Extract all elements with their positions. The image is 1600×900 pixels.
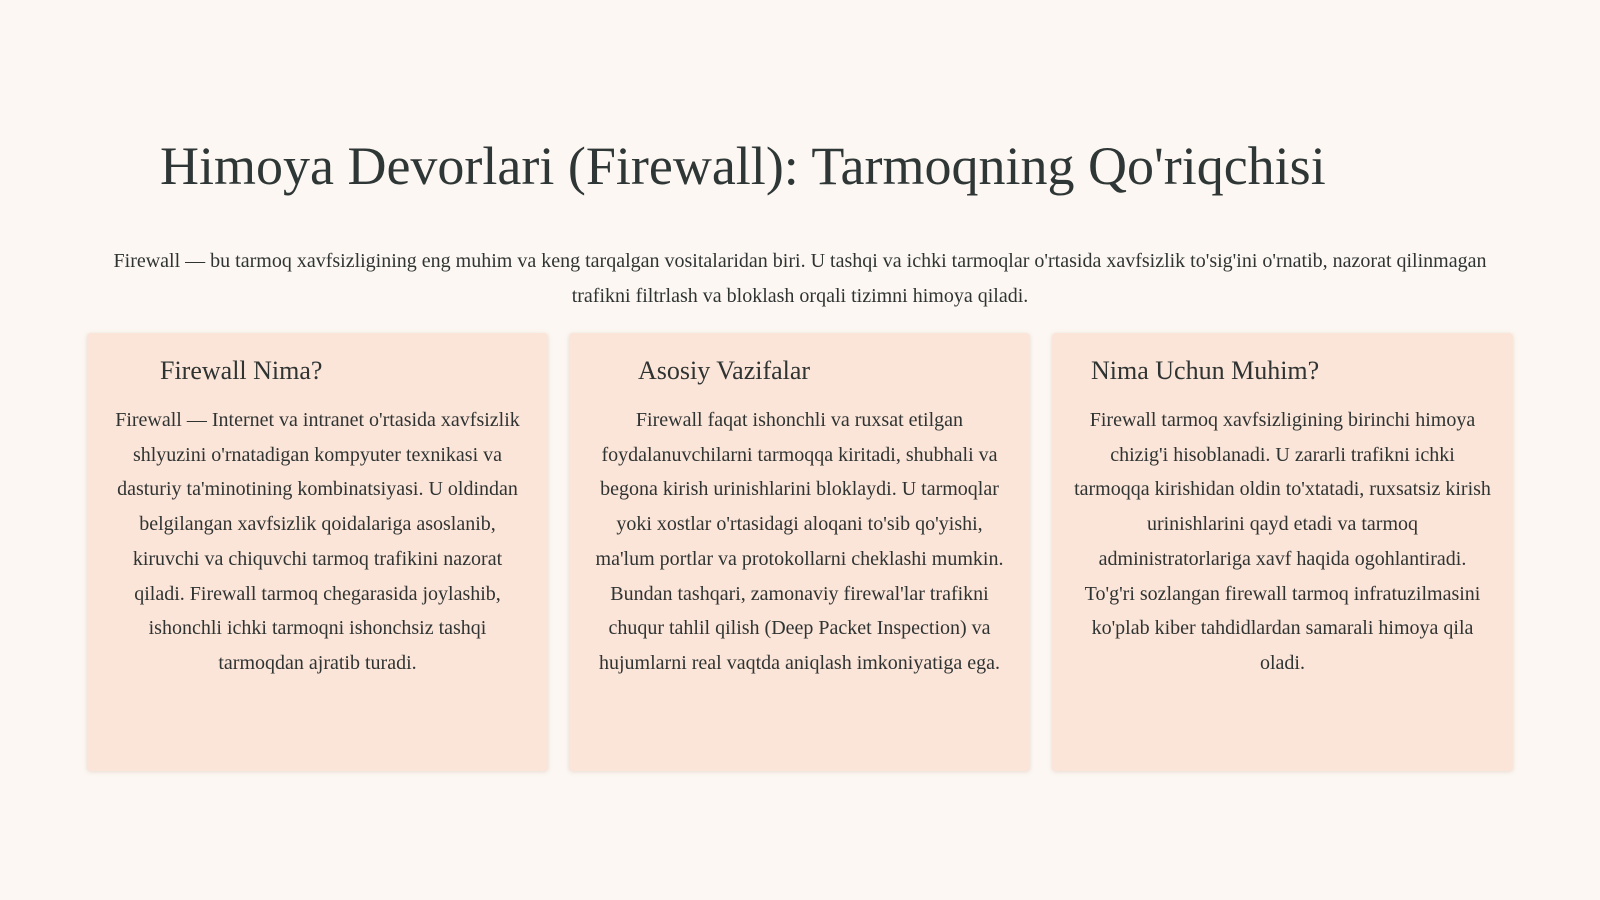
card-main-functions xyxy=(569,333,1030,771)
cards-row xyxy=(87,333,1513,771)
card-heading: Firewall Nima? xyxy=(160,356,323,385)
intro-paragraph: Firewall — bu tarmoq xavfsizligining eng muhim va keng tarqalgan vositalaridan biri. U tashqi va ichki tarmoqlar o'rtasida xavfsizlik to'sig'ini o'rnatib, nazorat qilinmagan trafikni filtrlash va bloklash orqali tizimni himoya qiladi. xyxy=(113,250,1487,307)
card-why-important xyxy=(1052,333,1513,771)
card-heading: Nima Uchun Muhim? xyxy=(1091,356,1320,385)
page-title: Himoya Devorlari (Firewall): Tarmoqning Qo'riqchisi xyxy=(160,136,1326,196)
card-body: Firewall faqat ishonchli va ruxsat etilgan foydalanuvchilarni tarmoqqa kiritadi, shubhali va begona kirish urinishlarini bloklaydi. U tarmoqlar yoki xostlar o'rtasidagi aloqani to'sib qo'yishi, ma'lum portlar va protokollarni cheklashi mumkin. Bundan tashqari, zamonaviy firewal'lar trafikni chuqur tahlil qilish (Deep Packet Inspection) va hujumlarni real vaqtda aniqlash imkoniyatiga ega. xyxy=(595,409,1004,674)
card-body: Firewall tarmoq xavfsizligining birinchi himoya chizig'i hisoblanadi. U zararli trafikni ichki tarmoqqa kirishidan oldin to'xtatadi, ruxsatsiz kirish urinishlarini qayd etadi va tarmoq administratorlariga xavf haqida ogohlantiradi. To'g'ri sozlangan firewall tarmoq infratuzilmasini ko'plab kiber tahdidlardan samarali himoya qila oladi. xyxy=(1074,409,1491,674)
card-heading: Asosiy Vazifalar xyxy=(638,356,811,385)
card-body: Firewall — Internet va intranet o'rtasida xavfsizlik shlyuzini o'rnatadigan kompyuter texnikasi va dasturiy ta'minotining kombinatsiyasi. U oldindan belgilangan xavfsizlik qoidalariga asoslanib, kiruvchi va chiquvchi tarmoq trafikini nazorat qiladi. Firewall tarmoq chegarasida joylashib, ishonchli ichki tarmoqni ishonchsiz tashqi tarmoqdan ajratib turadi. xyxy=(115,409,520,674)
card-what-is-firewall xyxy=(87,333,548,771)
